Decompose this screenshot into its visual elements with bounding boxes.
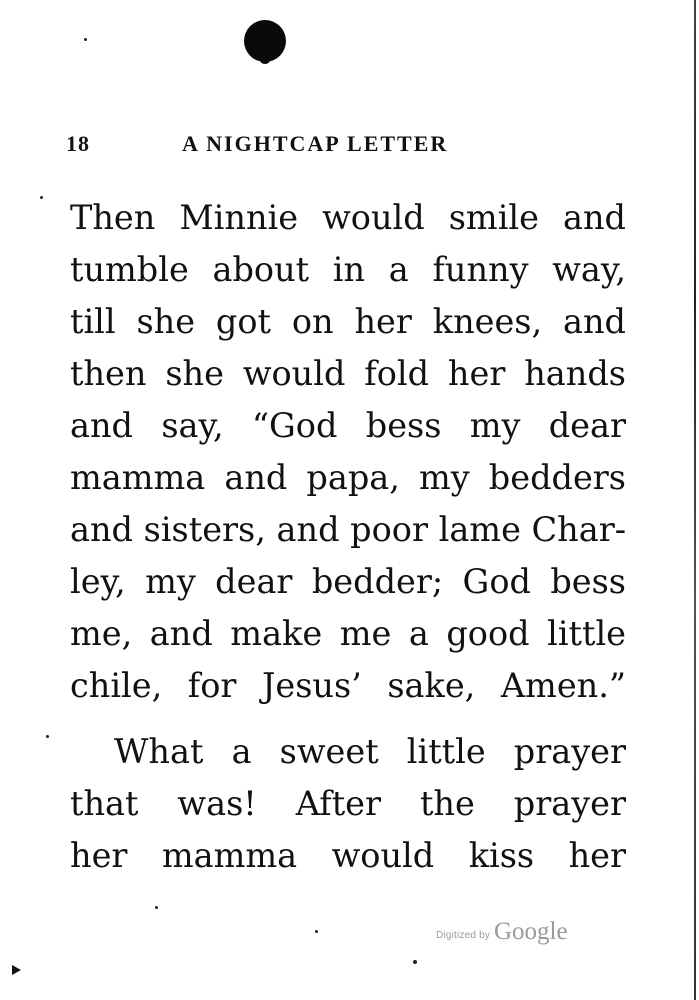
scan-speck bbox=[315, 930, 318, 933]
watermark-prefix: Digitized by bbox=[436, 930, 491, 941]
paragraph bbox=[70, 192, 626, 712]
text-line: then she would fold her hands bbox=[70, 354, 626, 393]
ink-blot bbox=[244, 20, 286, 62]
text-line: What a sweet little prayer bbox=[114, 732, 626, 771]
text-line: chile, for Jesus’ sake, Amen.” bbox=[70, 666, 626, 705]
text-line: that was! After the prayer bbox=[70, 784, 626, 823]
scan-speck bbox=[46, 735, 49, 738]
margin-arrow-mark bbox=[12, 965, 21, 975]
page-number: 18 bbox=[66, 131, 90, 156]
text-line: me, and make me a good little bbox=[70, 614, 626, 653]
running-header bbox=[66, 131, 526, 161]
page-edge-shadow bbox=[694, 0, 696, 1000]
scan-speck bbox=[413, 960, 417, 964]
paragraph bbox=[70, 726, 626, 882]
text-line: mamma and papa, my bedders bbox=[70, 458, 626, 497]
running-title: A NIGHTCAP LETTER bbox=[182, 131, 449, 156]
scan-speck bbox=[155, 906, 158, 909]
text-line: tumble about in a funny way, bbox=[70, 250, 626, 289]
paragraph-gap bbox=[70, 712, 626, 726]
text-line: ley, my dear bedder; God bess bbox=[70, 562, 626, 601]
text-line: her mamma would kiss her bbox=[70, 836, 626, 875]
scan-speck bbox=[40, 196, 43, 199]
text-line: and sisters, and poor lame Char- bbox=[70, 510, 627, 549]
text-line: and say, “God bess my dear bbox=[70, 406, 626, 445]
text-line: Then Minnie would smile and bbox=[70, 198, 626, 237]
text-line: till she got on her knees, and bbox=[70, 302, 626, 341]
scan-speck bbox=[84, 38, 87, 41]
watermark-brand: Google bbox=[494, 918, 568, 945]
body-text bbox=[70, 192, 626, 882]
digitized-watermark bbox=[436, 918, 586, 948]
